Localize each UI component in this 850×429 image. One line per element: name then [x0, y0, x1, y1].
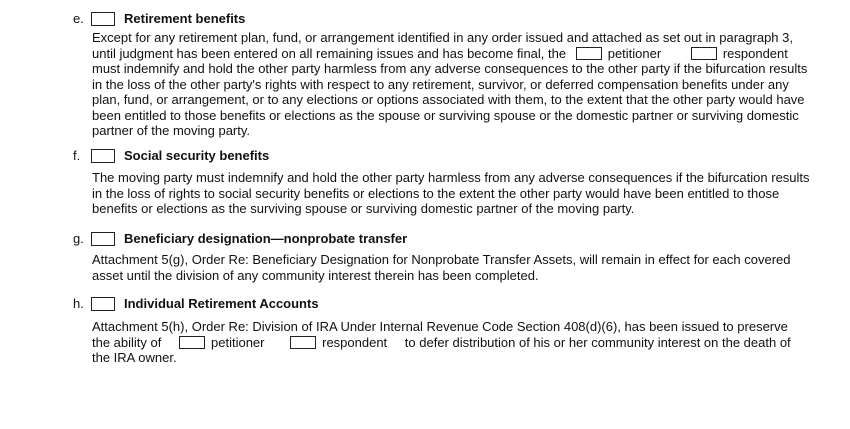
section-title: Beneficiary designation—nonprobate transfer — [124, 231, 408, 246]
individual-retirement-accounts-checkbox[interactable] — [91, 297, 115, 311]
petitioner-label: petitioner — [607, 45, 662, 61]
petitioner-checkbox[interactable] — [576, 47, 602, 60]
respondent-label: respondent — [722, 45, 788, 61]
section-letter: h. — [73, 296, 84, 311]
paragraph-text: must indemnify and hold the other party harmless from any adverse consequences to the other party if the bifurcation results in the loss of the other party's rights with respect to any retirement, survivor, or deferred compensation benefits under any plan, fund, or arrangement, or to any elections or options associated with them, to the extent that the other party would have been entitled to those benefits or elections as the spouse or surviving spouse or the domestic partner or surviving domestic partner of the moving party. — [92, 61, 808, 138]
section-paragraph: Attachment 5(g), Order Re: Beneficiary Designation for Nonprobate Transfer Assets, will remain in effect for each covered asset until the division of any community interest therein has been completed. — [92, 252, 791, 283]
respondent-checkbox[interactable] — [290, 336, 316, 349]
section-paragraph — [92, 30, 812, 139]
petitioner-label: petitioner — [211, 334, 265, 350]
section-title: Individual Retirement Accounts — [124, 296, 319, 311]
section-paragraph — [92, 319, 792, 366]
section-letter: f. — [73, 148, 81, 163]
beneficiary-designation-checkbox[interactable] — [91, 232, 115, 246]
paragraph-text: to defer distribution of his or her community interest on the death of the IRA owner. — [92, 334, 791, 365]
section-title: Social security benefits — [124, 148, 270, 163]
respondent-checkbox[interactable] — [691, 47, 717, 60]
paragraph-text: Except for any retirement plan, fund, or arrangement identified in any order issued and attached as set out in paragraph 3, until judgment has been entered on all remaining issues and has become final, the — [92, 30, 793, 61]
social-security-checkbox[interactable] — [91, 149, 115, 163]
section-letter: g. — [73, 231, 84, 246]
paragraph-text: Attachment 5(h), Order Re: Division of IRA Under Internal Revenue Code Section 408(d)(6), has been issued to preserve the ability of — [92, 319, 788, 350]
section-title: Retirement benefits — [124, 11, 246, 26]
respondent-label: respondent — [322, 334, 388, 350]
retirement-benefits-checkbox[interactable] — [91, 12, 115, 26]
section-paragraph: The moving party must indemnify and hold the other party harmless from any adverse consequences if the bifurcation results in the loss of rights to social security benefits or elections to the extent the other party would have been entitled to those benefits or elections as the surviving spouse or surviving domestic partner of the moving party. — [92, 170, 810, 216]
petitioner-checkbox[interactable] — [179, 336, 205, 349]
section-letter: e. — [73, 11, 84, 26]
